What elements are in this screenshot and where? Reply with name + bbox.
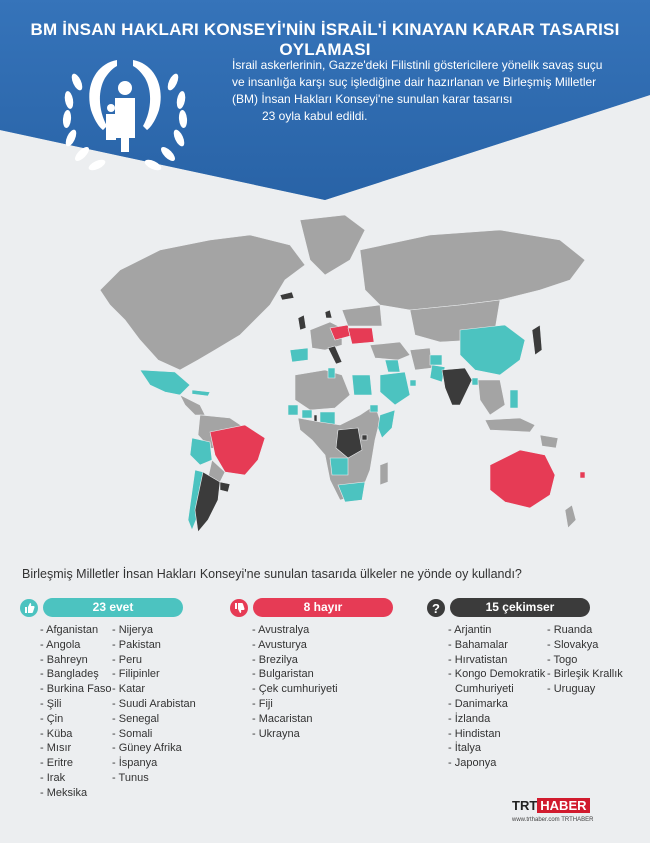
no-country-list [252,623,338,741]
country-item: - Hindistan [448,727,545,742]
country-item: - Pakistan [112,638,196,653]
svg-text:?: ? [432,600,440,616]
country-item: - Suudi Arabistan [112,697,196,712]
yes-votes-section [20,598,183,617]
country-item: - Brezilya [252,653,338,668]
abstain-country-list [547,623,623,697]
map-region-italy [328,346,342,364]
intro-line: İsrail askerlerinin, Gazze'deki Filistinli göstericilere yönelik savaş suçu [232,58,603,72]
intro-line: (BM) İnsan Hakları Konseyi'ne sunulan karar tasarısı [232,92,513,106]
country-item: - Irak [40,771,112,786]
logo-trt: TRT [512,798,538,813]
country-item: - Angola [40,638,112,653]
abstain-count-badge: 15 çekimser [450,598,590,617]
yes-country-list [112,623,196,786]
no-votes-section [230,598,393,617]
country-item: - Çin [40,712,112,727]
country-item: Cumhuriyeti [455,683,514,696]
map-region-egypt [352,375,372,395]
map-region-india [442,368,472,405]
map-region-senegal [288,405,298,415]
country-item: - Danimarka [448,697,545,712]
intro-line: ve insanlığa karşı suç işlediğine dair hazırlanan ve Birleşmiş Milletler [232,75,597,89]
country-item: - Bahamalar [448,638,545,653]
country-item: - Macaristan [252,712,338,727]
country-item: - Ruanda [547,623,623,638]
country-item: - Güney Afrika [112,741,196,756]
map-region-somalia [378,410,395,438]
map-region-greenland [300,215,365,275]
map-region-bangladesh [472,378,478,385]
abstain-votes-section [427,598,590,617]
country-item: - Hırvatistan [448,653,545,668]
country-item: - Filipinler [112,667,196,682]
trt-haber-logo [512,797,593,823]
abstain-country-list [448,623,545,771]
map-region-iraq [385,360,400,372]
map-region-australia [490,450,555,508]
country-item: - Kongo Demokratik [448,667,545,682]
map-region-uruguay [220,482,230,492]
map-region-angola [330,458,348,475]
map-region-denmark [325,310,332,318]
country-item: - Togo [547,653,623,668]
map-region-afghanistan [430,355,442,365]
country-item: - Tunus [112,771,196,786]
logo-subtext: www.trthaber.com TRTHABER [512,817,594,823]
country-item: - Fiji [252,697,338,712]
country-item: - Birleşik Krallık [547,667,623,682]
country-item: - Peru [112,653,196,668]
country-item: - Nijerya [112,623,196,638]
country-item: - Bulgaristan [252,667,338,682]
country-item: - Somali [112,727,196,742]
page-title: BM İNSAN HAKLARI KONSEYİ'NİN İSRAİL'İ KINAYAN KARAR TASARISI OYLAMASI [30,20,620,59]
country-item: - Afganistan [40,623,112,638]
question-mark-icon [427,599,445,617]
map-region-spain [290,348,308,362]
country-item: - Bahreyn [40,653,112,668]
map-region-mexico [140,370,190,395]
map-region-bahrain-qatar [410,380,416,386]
country-item: - Küba [40,727,112,742]
country-item: - Japonya [448,756,545,771]
map-region-tunisia [328,368,335,378]
country-item: - Bangladeş [40,667,112,682]
country-item: - İtalya [448,741,545,756]
country-item: - İzlanda [448,712,545,727]
intro-line: 23 oyla kabul edildi. [262,109,368,123]
country-item: - Eritre [40,756,112,771]
map-region-cuba [192,390,210,396]
country-item: - Senegal [112,712,196,727]
map-region-fiji [580,472,585,478]
yes-count-badge: 23 evet [43,598,183,617]
intro-text [232,57,632,125]
world-map [80,210,600,550]
yes-country-list [40,623,112,801]
country-item: - Şili [40,697,112,712]
country-item: - Katar [112,682,196,697]
map-region-iceland [280,292,294,300]
thumbs-up-icon [20,599,38,617]
country-item: - Mısır [40,741,112,756]
country-item: - Burkina Faso [40,682,112,697]
country-item: - Meksika [40,786,112,801]
country-item: - Uruguay [547,682,623,697]
map-region-japan [532,325,542,355]
map-region-philippines [510,390,518,408]
map-region-china [460,325,525,375]
map-region-north-america [100,235,305,370]
un-refugee-emblem-icon [55,52,195,177]
country-item: - Slovakya [547,638,623,653]
thumbs-down-icon [230,599,248,617]
logo-haber: HABER [537,798,589,813]
map-region-burkina-faso [302,410,312,418]
question-text: Birleşmiş Milletler İnsan Hakları Konseyi'ne sunulan tasarıda ülkeler ne yönde oy kullandı? [22,567,522,581]
country-item: - Arjantin [448,623,545,638]
country-item: - Ukrayna [252,727,338,742]
country-item: - Avustralya [252,623,338,638]
map-region-saudi-arabia [380,372,410,405]
no-count-badge: 8 hayır [253,598,393,617]
map-region-uk [298,315,306,330]
country-item: - Avusturya [252,638,338,653]
country-item: - Çek cumhuriyeti [252,682,338,697]
country-item: - İspanya [112,756,196,771]
map-region-rwanda [362,435,367,440]
map-region-peru [190,438,212,465]
map-region-ukraine [348,328,374,344]
map-region-eritrea [370,405,378,412]
